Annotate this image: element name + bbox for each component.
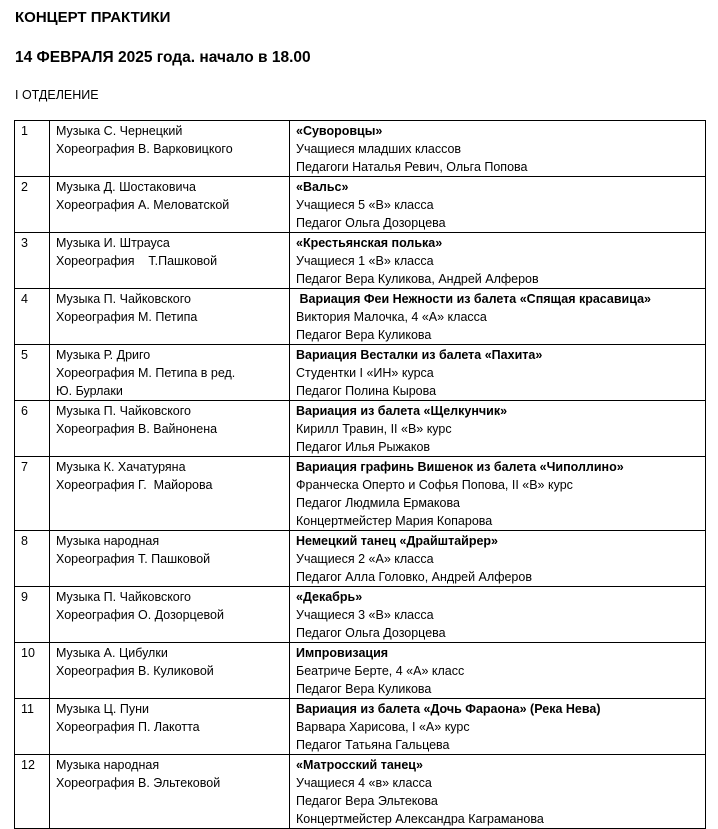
credits-cell: [50, 531, 290, 587]
music-credit: Музыка С. Чернецкий: [56, 124, 183, 138]
choreography-credit: Хореография Т.Пашковой: [56, 254, 218, 268]
performance-cell: [290, 457, 706, 531]
performer-detail: Концертмейстер Александра Каграманова: [296, 812, 544, 826]
performer-detail: Педагог Вера Куликова: [296, 328, 432, 342]
piece-title: «Матросский танец»: [296, 758, 423, 772]
performer-detail: Виктория Малочка, 4 «А» класса: [296, 310, 487, 324]
piece-title: Вариация Весталки из балета «Пахита»: [296, 348, 543, 362]
program-row: [15, 699, 706, 755]
music-credit: Музыка П. Чайковского: [56, 292, 191, 306]
concert-date: 14 ФЕВРАЛЯ 2025 года. начало в 18.00: [15, 49, 311, 66]
piece-title: Импровизация: [296, 646, 389, 660]
performer-detail: Педагог Ольга Дозорцева: [296, 626, 446, 640]
performer-detail: Педагог Вера Куликова: [296, 682, 432, 696]
performer-detail: Педагоги Наталья Ревич, Ольга Попова: [296, 160, 528, 174]
performer-detail: Учащиеся 3 «В» класса: [296, 608, 434, 622]
music-credit: Музыка А. Цибулки: [56, 646, 168, 660]
credits-cell: [50, 177, 290, 233]
performance-cell: [290, 531, 706, 587]
performance-cell: [290, 699, 706, 755]
choreography-credit: Хореография М. Петипа: [56, 310, 198, 324]
performer-detail: Учащиеся младших классов: [296, 142, 462, 156]
performer-detail: Концертмейстер Мария Копарова: [296, 514, 493, 528]
item-number: 5: [15, 345, 50, 401]
choreography-credit: Хореография В. Варковицкого: [56, 142, 233, 156]
item-number: 3: [15, 233, 50, 289]
music-credit: Музыка П. Чайковского: [56, 590, 191, 604]
music-credit: Музыка К. Хачатуряна: [56, 460, 186, 474]
performer-detail: Педагог Ольга Дозорцева: [296, 216, 446, 230]
item-number: 8: [15, 531, 50, 587]
performer-detail: Учащиеся 4 «в» класса: [296, 776, 432, 790]
credits-cell: [50, 643, 290, 699]
choreography-credit: Хореография А. Меловатской: [56, 198, 230, 212]
credits-cell: [50, 457, 290, 531]
performance-cell: [290, 755, 706, 829]
credits-cell: [50, 345, 290, 401]
program-row: [15, 233, 706, 289]
performer-detail: Педагог Вера Куликова, Андрей Алферов: [296, 272, 539, 286]
program-table-body: [15, 121, 706, 829]
performer-detail: Педагог Вера Эльтекова: [296, 794, 438, 808]
document-title: КОНЦЕРТ ПРАКТИКИ: [15, 9, 171, 26]
credits-cell: [50, 755, 290, 829]
performance-cell: [290, 289, 706, 345]
performance-cell: [290, 587, 706, 643]
program-row: [15, 121, 706, 177]
item-number: 4: [15, 289, 50, 345]
performer-detail: Кирилл Травин, II «В» курс: [296, 422, 452, 436]
music-credit: Музыка народная: [56, 758, 160, 772]
section-heading: I ОТДЕЛЕНИЕ: [15, 88, 99, 102]
music-credit: Музыка Ц. Пуни: [56, 702, 149, 716]
choreography-credit: Хореография В. Куликовой: [56, 664, 214, 678]
piece-title: Вариация графинь Вишенок из балета «Чиполлино»: [296, 460, 624, 474]
performer-detail: Педагог Людмила Ермакова: [296, 496, 460, 510]
performer-detail: Беатриче Берте, 4 «А» класс: [296, 664, 465, 678]
program-row: [15, 345, 706, 401]
performance-cell: [290, 643, 706, 699]
performer-detail: Учащиеся 2 «А» класса: [296, 552, 434, 566]
credits-cell: [50, 587, 290, 643]
choreography-credit: Ю. Бурлаки: [56, 384, 123, 398]
item-number: 10: [15, 643, 50, 699]
program-row: [15, 401, 706, 457]
program-row: [15, 643, 706, 699]
performer-detail: Варвара Харисова, I «А» курс: [296, 720, 470, 734]
performance-cell: [290, 121, 706, 177]
music-credit: Музыка И. Штрауса: [56, 236, 170, 250]
item-number: 7: [15, 457, 50, 531]
item-number: 12: [15, 755, 50, 829]
piece-title: Вариация из балета «Дочь Фараона» (Река Нева): [296, 702, 601, 716]
performer-detail: Учащиеся 5 «В» класса: [296, 198, 434, 212]
music-credit: Музыка Р. Дриго: [56, 348, 151, 362]
item-number: 6: [15, 401, 50, 457]
performance-cell: [290, 401, 706, 457]
credits-cell: [50, 121, 290, 177]
performance-cell: [290, 345, 706, 401]
performer-detail: Педагог Полина Кырова: [296, 384, 437, 398]
program-row: [15, 457, 706, 531]
performer-detail: Педагог Татьяна Гальцева: [296, 738, 450, 752]
choreography-credit: Хореография Г. Майорова: [56, 478, 213, 492]
program-row: [15, 531, 706, 587]
piece-title: Вариация из балета «Щелкунчик»: [296, 404, 508, 418]
choreography-credit: Хореография П. Лакотта: [56, 720, 200, 734]
program-row: [15, 177, 706, 233]
program-table: [14, 120, 706, 829]
item-number: 2: [15, 177, 50, 233]
performer-detail: Студентки I «ИН» курса: [296, 366, 434, 380]
piece-title: Немецкий танец «Драйштайрер»: [296, 534, 499, 548]
piece-title: «Декабрь»: [296, 590, 363, 604]
performance-cell: [290, 233, 706, 289]
program-row: [15, 587, 706, 643]
item-number: 1: [15, 121, 50, 177]
credits-cell: [50, 289, 290, 345]
credits-cell: [50, 699, 290, 755]
music-credit: Музыка народная: [56, 534, 160, 548]
performance-cell: [290, 177, 706, 233]
credits-cell: [50, 401, 290, 457]
piece-title: «Вальс»: [296, 180, 349, 194]
music-credit: Музыка П. Чайковского: [56, 404, 191, 418]
performer-detail: Педагог Алла Головко, Андрей Алферов: [296, 570, 532, 584]
choreography-credit: Хореография Т. Пашковой: [56, 552, 211, 566]
choreography-credit: Хореография В. Вайнонена: [56, 422, 218, 436]
performer-detail: Учащиеся 1 «В» класса: [296, 254, 434, 268]
credits-cell: [50, 233, 290, 289]
performer-detail: Педагог Илья Рыжаков: [296, 440, 431, 454]
item-number: 9: [15, 587, 50, 643]
piece-title: Вариация Феи Нежности из балета «Спящая красавица»: [296, 292, 651, 306]
choreography-credit: Хореография В. Эльтековой: [56, 776, 221, 790]
program-row: [15, 289, 706, 345]
item-number: 11: [15, 699, 50, 755]
piece-title: «Суворовцы»: [296, 124, 383, 138]
choreography-credit: Хореография М. Петипа в ред.: [56, 366, 236, 380]
music-credit: Музыка Д. Шостаковича: [56, 180, 196, 194]
performer-detail: Франческа Оперто и Софья Попова, II «В» курс: [296, 478, 573, 492]
program-row: [15, 755, 706, 829]
choreography-credit: Хореография О. Дозорцевой: [56, 608, 224, 622]
piece-title: «Крестьянская полька»: [296, 236, 443, 250]
